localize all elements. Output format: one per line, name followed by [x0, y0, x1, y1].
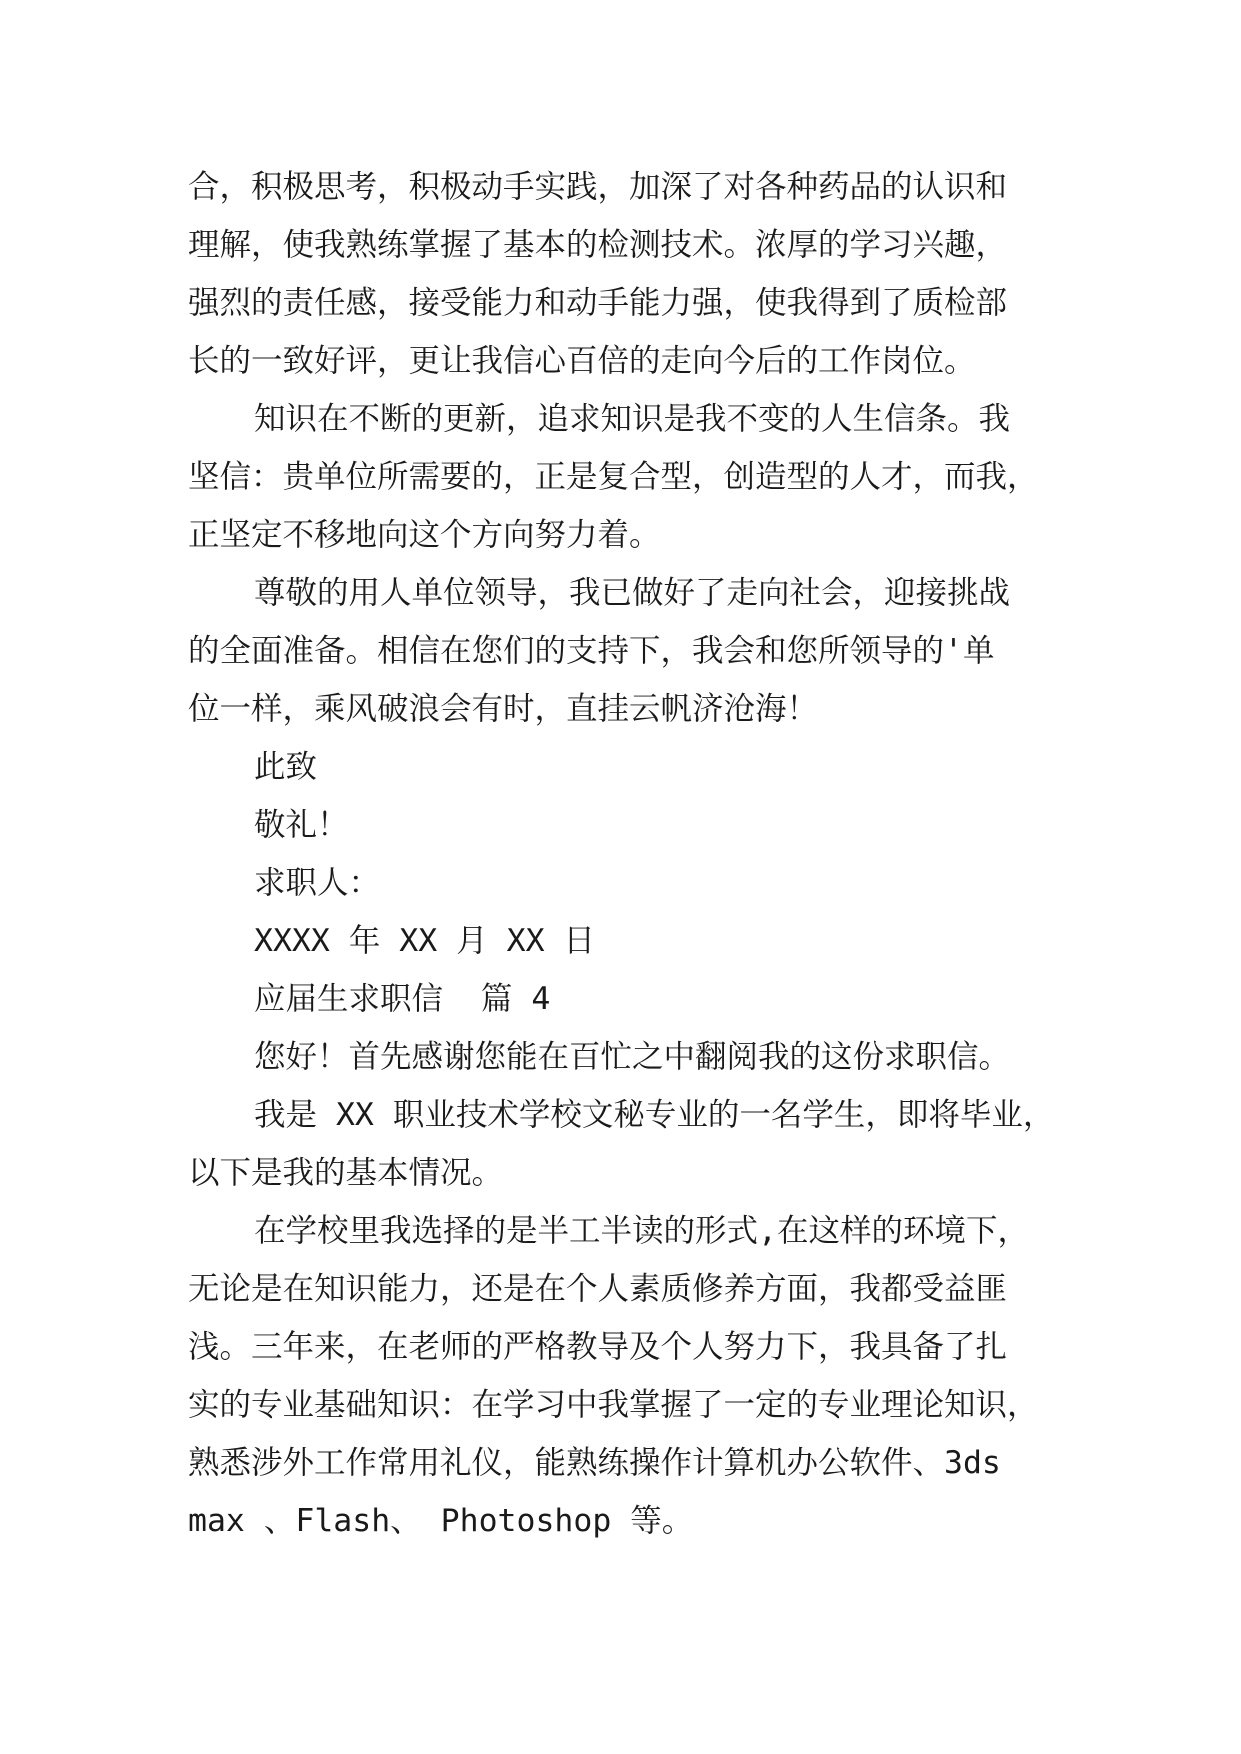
text-line: 合，积极思考，积极动手实践，加深了对各种药品的认识和	[188, 169, 1008, 205]
signature-label: 求职人：	[254, 865, 381, 901]
text-line: 强烈的责任感，接受能力和动手能力强，使我得到了质检部	[188, 285, 1008, 321]
date-line: XXXX 年 XX 月 XX 日	[254, 923, 596, 959]
text-line: 的全面准备。相信在您们的支持下，我会和您所领导的'单	[188, 633, 995, 669]
text-line: 熟悉涉外工作常用礼仪，能熟练操作计算机办公软件、3ds	[188, 1445, 1001, 1481]
greeting-line: 您好！首先感谢您能在百忙之中翻阅我的这份求职信。	[254, 1039, 1011, 1075]
paragraph-start-line: 我是 XX 职业技术学校文秘专业的一名学生，即将毕业，	[254, 1097, 1055, 1133]
text-line: 坚信：贵单位所需要的，正是复合型，创造型的人才，而我，	[188, 459, 1039, 495]
text-line: 浅。三年来，在老师的严格教导及个人努力下，我具备了扎	[188, 1329, 1008, 1365]
text-line: 实的专业基础知识：在学习中我掌握了一定的专业理论知识，	[188, 1387, 1039, 1423]
paragraph-start-line: 尊敬的用人单位领导，我已做好了走向社会，迎接挑战	[254, 575, 1011, 611]
text-line: 以下是我的基本情况。	[188, 1155, 504, 1191]
text-line: 位一样，乘风破浪会有时，直挂云帆济沧海！	[188, 691, 819, 727]
closing-salutation: 此致	[254, 749, 318, 785]
text-line: 理解，使我熟练掌握了基本的检测技术。浓厚的学习兴趣，	[188, 227, 1008, 263]
section-heading: 应届生求职信 篇 4	[254, 981, 551, 1017]
text-line: 无论是在知识能力，还是在个人素质修养方面，我都受益匪	[188, 1271, 1008, 1307]
paragraph-start-line: 在学校里我选择的是半工半读的形式,在这样的环境下，	[254, 1213, 1029, 1249]
text-line: 长的一致好评，更让我信心百倍的走向今后的工作岗位。	[188, 343, 976, 379]
text-line: 正坚定不移地向这个方向努力着。	[188, 517, 661, 553]
closing-regards: 敬礼！	[254, 807, 349, 843]
letter-body	[188, 158, 1068, 1550]
text-line: max 、Flash、 Photoshop 等。	[188, 1503, 694, 1539]
paragraph-start-line: 知识在不断的更新，追求知识是我不变的人生信条。我	[254, 401, 1011, 437]
